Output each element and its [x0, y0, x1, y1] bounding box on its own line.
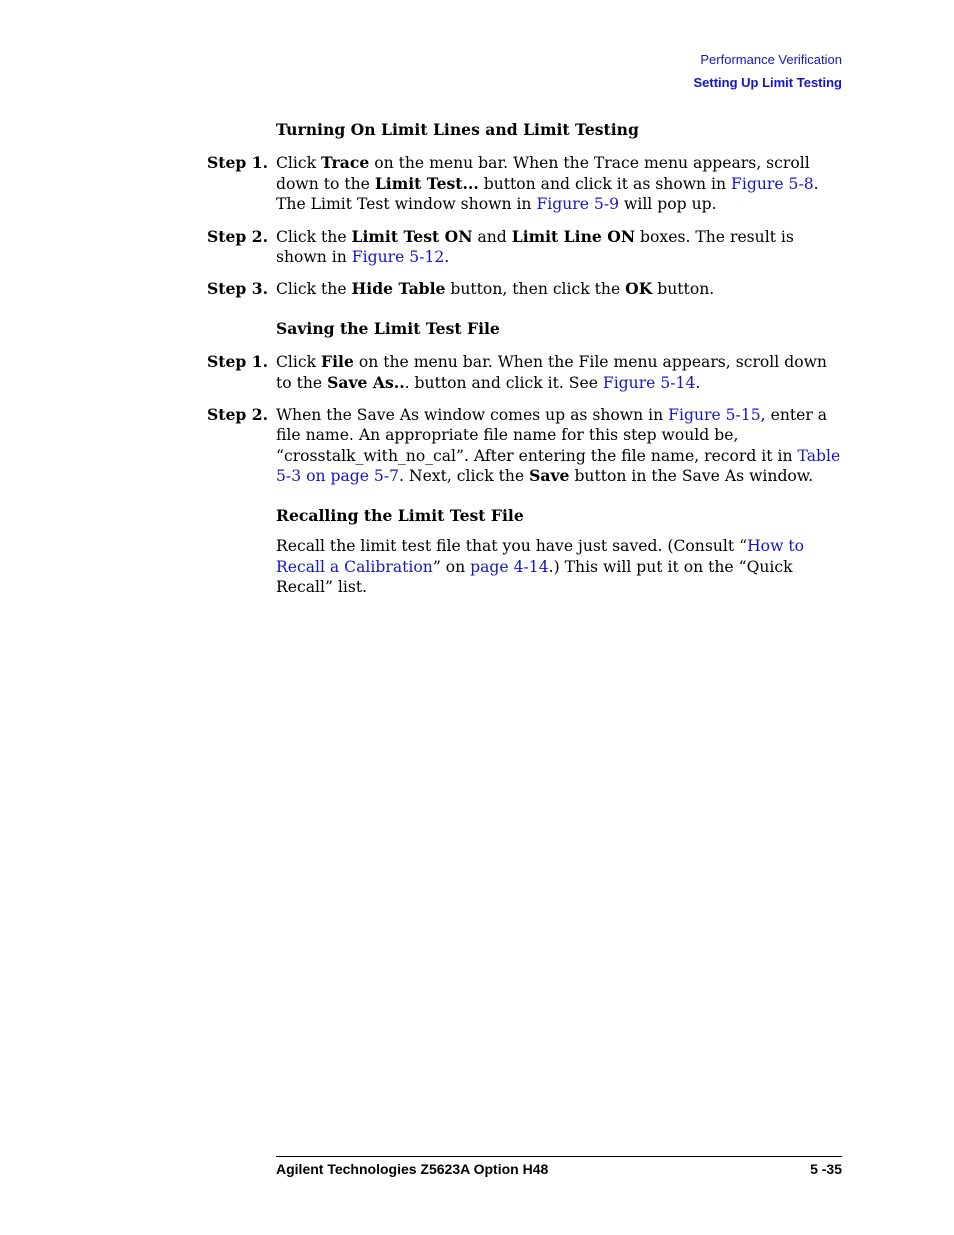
ui-term-save: Save	[529, 466, 570, 486]
step-text: will pop up.	[619, 195, 717, 214]
step-text: Click the	[276, 227, 352, 246]
ui-term-limit-test-on: Limit Test ON	[351, 226, 473, 246]
step-text: and	[472, 227, 512, 246]
step-label: Step 1.	[207, 153, 268, 173]
step-text: button and click it as shown in	[478, 174, 732, 193]
limit-testing-step-3	[207, 279, 844, 299]
limit-testing-step-2	[207, 226, 844, 268]
link-figure-5-14[interactable]: Figure 5-14	[602, 373, 696, 392]
ui-term-hide-table: Hide Table	[351, 279, 446, 299]
para-text: .) This will put it on the “Quick Recall” list.	[276, 557, 793, 596]
ui-term-limit-line-on: Limit Line ON	[511, 226, 636, 246]
step-text: . button and click it. See	[404, 373, 603, 392]
step-text: boxes. The result is shown in	[276, 227, 794, 267]
ui-term-limit-test: Limit Test...	[374, 173, 479, 193]
footer-rule	[276, 1156, 842, 1157]
para-text: ” on	[432, 557, 471, 576]
section-heading-limit-testing: Turning On Limit Lines and Limit Testing	[276, 120, 639, 139]
step-text: button.	[652, 280, 715, 299]
recalling-paragraph	[276, 536, 844, 597]
page-number: 5 -35	[810, 1161, 842, 1177]
footer-title: Agilent Technologies Z5623A Option H48	[276, 1161, 549, 1177]
ui-term-file: File	[321, 352, 354, 372]
step-text: Click	[276, 353, 322, 372]
link-page-4-14[interactable]: page 4-14	[470, 557, 549, 576]
limit-testing-step-1	[207, 153, 844, 214]
ui-term-save-as: Save As..	[327, 372, 405, 392]
step-text: button, then click the	[445, 280, 626, 299]
running-header-chapter: Performance Verification	[700, 52, 842, 67]
step-label: Step 1.	[207, 352, 268, 372]
step-text: . The Limit Test window shown in	[276, 174, 819, 214]
para-text: Recall the limit test file that you have just saved. (Consult “	[276, 537, 748, 556]
ui-term-ok: OK	[625, 279, 653, 299]
link-figure-5-8[interactable]: Figure 5-8	[731, 174, 814, 193]
step-text: .	[695, 373, 701, 392]
step-label: Step 2.	[207, 226, 268, 246]
link-figure-5-9[interactable]: Figure 5-9	[536, 195, 620, 214]
link-table-5-3[interactable]: Table 5-3 on page 5-7	[276, 446, 841, 486]
section-heading-saving: Saving the Limit Test File	[276, 318, 500, 338]
section-heading-recalling: Recalling the Limit Test File	[276, 505, 524, 525]
link-figure-5-15[interactable]: Figure 5-15	[668, 406, 761, 425]
page-body	[207, 120, 844, 597]
step-text: Click	[276, 154, 322, 173]
link-figure-5-12[interactable]: Figure 5-12	[351, 248, 445, 267]
step-text: , enter a file name. An appropriate file name for this step would be, “crosstalk_with_no_cal”. After entering the file name, record it in	[276, 406, 828, 465]
step-label: Step 3.	[207, 279, 268, 299]
running-header-section: Setting Up Limit Testing	[693, 75, 842, 90]
step-label: Step 2.	[207, 405, 268, 425]
link-how-to-recall-calibration[interactable]: How to Recall a Calibration	[276, 537, 805, 576]
step-text: Click the	[276, 280, 352, 299]
step-text: on the menu bar. When the Trace menu appears, scroll down to the	[276, 154, 810, 193]
ui-term-trace: Trace	[321, 153, 370, 173]
step-text: .	[444, 248, 450, 267]
step-text: . Next, click the	[399, 467, 530, 486]
step-text: When the Save As window comes up as shown in	[276, 406, 669, 425]
saving-step-2	[207, 405, 844, 487]
step-text: on the menu bar. When the File menu appears, scroll down to the	[276, 353, 827, 392]
step-text: button in the Save As window.	[569, 467, 814, 486]
saving-step-1	[207, 352, 844, 393]
